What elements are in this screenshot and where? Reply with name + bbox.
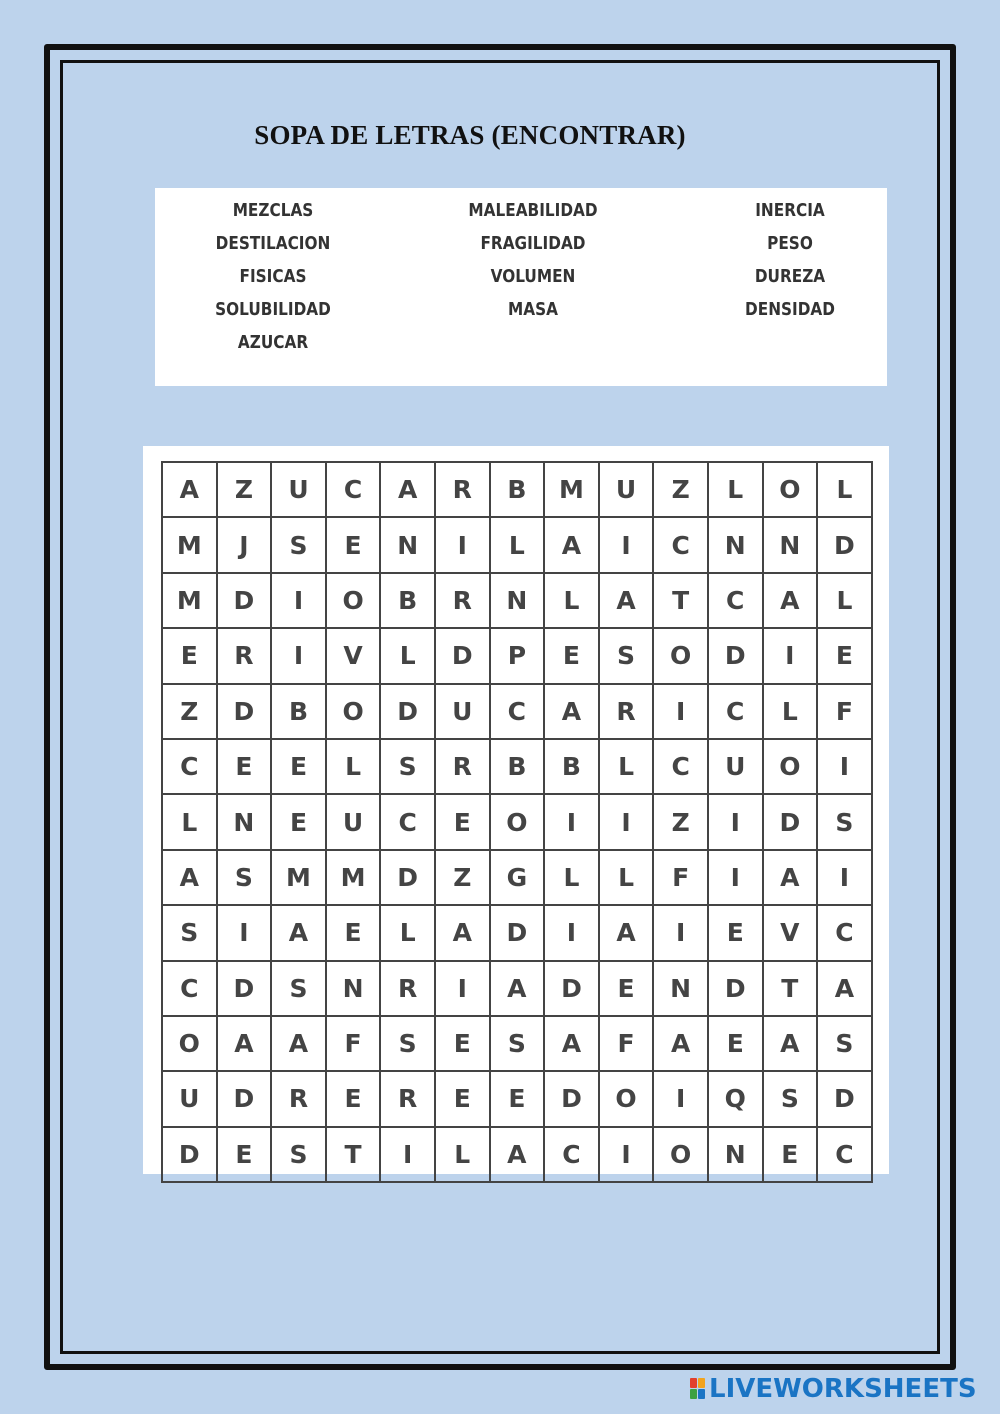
grid-cell[interactable]: Z bbox=[653, 462, 708, 517]
grid-cell[interactable]: O bbox=[763, 739, 818, 794]
grid-row bbox=[162, 684, 872, 739]
grid-cell[interactable]: N bbox=[763, 517, 818, 572]
grid-cell[interactable]: S bbox=[271, 961, 326, 1016]
grid-cell[interactable]: I bbox=[380, 1127, 435, 1182]
grid-cell[interactable]: E bbox=[435, 1016, 490, 1071]
grid-cell[interactable]: A bbox=[544, 684, 599, 739]
word-item: DENSIDAD bbox=[745, 299, 835, 320]
worksheet-title: SOPA DE LETRAS (ENCONTRAR) bbox=[254, 120, 686, 150]
grid-row bbox=[162, 628, 872, 683]
grid-row bbox=[162, 1016, 872, 1071]
grid-cell[interactable]: Z bbox=[217, 462, 272, 517]
grid-cell[interactable]: A bbox=[763, 573, 818, 628]
grid-cell[interactable]: A bbox=[380, 462, 435, 517]
grid-cell[interactable]: F bbox=[817, 684, 872, 739]
grid-cell[interactable]: A bbox=[653, 1016, 708, 1071]
grid-cell[interactable]: I bbox=[435, 517, 490, 572]
grid-cell[interactable]: I bbox=[271, 628, 326, 683]
grid-cell[interactable]: C bbox=[653, 517, 708, 572]
grid-cell[interactable]: A bbox=[490, 1127, 545, 1182]
grid-cell[interactable]: R bbox=[271, 1071, 326, 1126]
grid-cell[interactable]: A bbox=[599, 573, 654, 628]
grid-cell[interactable]: I bbox=[544, 905, 599, 960]
grid-cell[interactable]: N bbox=[490, 573, 545, 628]
grid-cell[interactable]: R bbox=[599, 684, 654, 739]
grid-cell[interactable]: U bbox=[708, 739, 763, 794]
grid-cell[interactable]: D bbox=[490, 905, 545, 960]
grid-cell[interactable]: E bbox=[217, 1127, 272, 1182]
grid-cell[interactable]: D bbox=[380, 684, 435, 739]
grid-cell[interactable]: C bbox=[162, 961, 217, 1016]
grid-cell[interactable]: U bbox=[162, 1071, 217, 1126]
grid-cell[interactable]: I bbox=[271, 573, 326, 628]
grid-cell[interactable]: L bbox=[380, 628, 435, 683]
grid-cell[interactable]: D bbox=[435, 628, 490, 683]
grid-cell[interactable]: O bbox=[326, 573, 381, 628]
grid-cell[interactable]: R bbox=[217, 628, 272, 683]
grid-cell[interactable]: O bbox=[653, 628, 708, 683]
grid-cell[interactable]: Z bbox=[435, 850, 490, 905]
grid-cell[interactable]: L bbox=[544, 850, 599, 905]
grid-cell[interactable]: E bbox=[162, 628, 217, 683]
grid-cell[interactable]: O bbox=[326, 684, 381, 739]
grid-cell[interactable]: C bbox=[380, 794, 435, 849]
grid-cell[interactable]: I bbox=[599, 1127, 654, 1182]
grid-cell[interactable]: S bbox=[817, 1016, 872, 1071]
word-list-column-3 bbox=[705, 200, 875, 332]
grid-cell[interactable]: B bbox=[271, 684, 326, 739]
grid-cell[interactable]: U bbox=[599, 462, 654, 517]
grid-cell[interactable]: E bbox=[708, 1016, 763, 1071]
grid-cell[interactable]: R bbox=[435, 573, 490, 628]
grid-cell[interactable]: G bbox=[490, 850, 545, 905]
grid-cell[interactable]: S bbox=[271, 517, 326, 572]
grid-cell[interactable]: S bbox=[817, 794, 872, 849]
grid-cell[interactable]: N bbox=[326, 961, 381, 1016]
word-item: MALEABILIDAD bbox=[468, 200, 598, 221]
grid-cell[interactable]: D bbox=[544, 961, 599, 1016]
grid-cell[interactable]: C bbox=[817, 905, 872, 960]
grid-cell[interactable]: R bbox=[380, 1071, 435, 1126]
grid-cell[interactable]: A bbox=[162, 462, 217, 517]
grid-cell[interactable]: O bbox=[599, 1071, 654, 1126]
grid-cell[interactable]: D bbox=[217, 961, 272, 1016]
grid-cell[interactable]: B bbox=[490, 462, 545, 517]
grid-cell[interactable]: L bbox=[544, 573, 599, 628]
grid-cell[interactable]: I bbox=[653, 684, 708, 739]
grid-cell[interactable]: B bbox=[380, 573, 435, 628]
grid-cell[interactable]: A bbox=[599, 905, 654, 960]
grid-cell[interactable]: N bbox=[380, 517, 435, 572]
grid-cell[interactable]: E bbox=[763, 1127, 818, 1182]
grid-cell[interactable]: I bbox=[653, 905, 708, 960]
grid-cell[interactable]: E bbox=[708, 905, 763, 960]
grid-cell[interactable]: S bbox=[380, 739, 435, 794]
grid-cell[interactable]: I bbox=[708, 794, 763, 849]
grid-cell[interactable]: D bbox=[708, 961, 763, 1016]
grid-cell[interactable]: Z bbox=[653, 794, 708, 849]
grid-cell[interactable]: D bbox=[217, 573, 272, 628]
grid-cell[interactable]: F bbox=[326, 1016, 381, 1071]
grid-cell[interactable]: D bbox=[217, 684, 272, 739]
grid-cell[interactable]: R bbox=[435, 739, 490, 794]
grid-cell[interactable]: T bbox=[653, 573, 708, 628]
grid-cell[interactable]: D bbox=[217, 1071, 272, 1126]
grid-cell[interactable]: I bbox=[217, 905, 272, 960]
grid-cell[interactable]: E bbox=[490, 1071, 545, 1126]
grid-cell[interactable]: U bbox=[435, 684, 490, 739]
grid-cell[interactable]: D bbox=[544, 1071, 599, 1126]
grid-cell[interactable]: C bbox=[817, 1127, 872, 1182]
grid-cell[interactable]: S bbox=[380, 1016, 435, 1071]
grid-cell[interactable]: C bbox=[490, 684, 545, 739]
grid-cell[interactable]: L bbox=[817, 573, 872, 628]
grid-cell[interactable]: A bbox=[490, 961, 545, 1016]
grid-cell[interactable]: M bbox=[162, 573, 217, 628]
grid-cell[interactable]: O bbox=[162, 1016, 217, 1071]
grid-cell[interactable]: E bbox=[326, 905, 381, 960]
grid-cell[interactable]: A bbox=[763, 850, 818, 905]
grid-cell[interactable]: O bbox=[653, 1127, 708, 1182]
grid-cell[interactable]: L bbox=[435, 1127, 490, 1182]
grid-cell[interactable]: L bbox=[490, 517, 545, 572]
grid-cell[interactable]: V bbox=[763, 905, 818, 960]
word-item: FISICAS bbox=[239, 266, 307, 287]
grid-cell[interactable]: A bbox=[763, 1016, 818, 1071]
grid-cell[interactable]: E bbox=[435, 794, 490, 849]
grid-cell[interactable]: E bbox=[326, 1071, 381, 1126]
grid-cell[interactable]: S bbox=[599, 628, 654, 683]
liveworksheets-logo[interactable] bbox=[690, 1374, 977, 1404]
word-item: FRAGILIDAD bbox=[480, 233, 586, 254]
grid-cell[interactable]: D bbox=[162, 1127, 217, 1182]
grid-cell[interactable]: M bbox=[326, 850, 381, 905]
grid-cell[interactable]: M bbox=[162, 517, 217, 572]
grid-row bbox=[162, 573, 872, 628]
grid-cell[interactable]: I bbox=[435, 961, 490, 1016]
grid-cell[interactable]: C bbox=[653, 739, 708, 794]
grid-cell[interactable]: V bbox=[326, 628, 381, 683]
grid-row bbox=[162, 961, 872, 1016]
grid-row bbox=[162, 794, 872, 849]
grid-cell[interactable]: L bbox=[162, 794, 217, 849]
grid-cell[interactable]: A bbox=[217, 1016, 272, 1071]
grid-cell[interactable]: S bbox=[490, 1016, 545, 1071]
grid-cell[interactable]: A bbox=[817, 961, 872, 1016]
grid-cell[interactable]: E bbox=[217, 739, 272, 794]
grid-cell[interactable]: I bbox=[599, 517, 654, 572]
grid-cell[interactable]: O bbox=[763, 462, 818, 517]
grid-cell[interactable]: I bbox=[817, 739, 872, 794]
grid-row bbox=[162, 517, 872, 572]
grid-cell[interactable]: T bbox=[326, 1127, 381, 1182]
grid-cell[interactable]: F bbox=[653, 850, 708, 905]
grid-cell[interactable]: E bbox=[435, 1071, 490, 1126]
grid-row bbox=[162, 462, 872, 517]
grid-cell[interactable]: A bbox=[271, 905, 326, 960]
grid-cell[interactable]: L bbox=[599, 850, 654, 905]
word-list-column-2 bbox=[448, 200, 618, 332]
grid-cell[interactable]: E bbox=[599, 961, 654, 1016]
grid-cell[interactable]: D bbox=[817, 1071, 872, 1126]
liveworksheets-logo-icon bbox=[690, 1378, 706, 1400]
grid-cell[interactable]: U bbox=[326, 794, 381, 849]
grid-row bbox=[162, 739, 872, 794]
word-item: PESO bbox=[767, 233, 813, 254]
grid-cell[interactable]: F bbox=[599, 1016, 654, 1071]
grid-cell[interactable]: I bbox=[599, 794, 654, 849]
grid-cell[interactable]: N bbox=[708, 517, 763, 572]
grid-cell[interactable]: D bbox=[817, 517, 872, 572]
word-item: DESTILACION bbox=[215, 233, 331, 254]
grid-cell[interactable]: C bbox=[326, 462, 381, 517]
grid-cell[interactable]: A bbox=[435, 905, 490, 960]
grid-cell[interactable]: Z bbox=[162, 684, 217, 739]
grid-cell[interactable]: E bbox=[544, 628, 599, 683]
grid-cell[interactable]: I bbox=[763, 628, 818, 683]
word-item: VOLUMEN bbox=[490, 266, 576, 287]
grid-cell[interactable]: S bbox=[217, 850, 272, 905]
grid-cell[interactable]: A bbox=[271, 1016, 326, 1071]
word-search-panel bbox=[143, 446, 889, 1174]
grid-cell[interactable]: L bbox=[708, 462, 763, 517]
grid-cell[interactable]: I bbox=[708, 850, 763, 905]
grid-cell[interactable]: T bbox=[763, 961, 818, 1016]
grid-cell[interactable]: N bbox=[708, 1127, 763, 1182]
grid-cell[interactable]: U bbox=[271, 462, 326, 517]
word-list-column-1 bbox=[188, 200, 358, 365]
grid-cell[interactable]: R bbox=[380, 961, 435, 1016]
grid-cell[interactable]: I bbox=[653, 1071, 708, 1126]
grid-row bbox=[162, 1071, 872, 1126]
grid-cell[interactable]: L bbox=[326, 739, 381, 794]
grid-cell[interactable]: C bbox=[708, 684, 763, 739]
grid-cell[interactable]: D bbox=[380, 850, 435, 905]
word-item: AZUCAR bbox=[237, 332, 309, 353]
grid-cell[interactable]: N bbox=[653, 961, 708, 1016]
grid-cell[interactable]: L bbox=[763, 684, 818, 739]
grid-cell[interactable]: D bbox=[708, 628, 763, 683]
grid-row bbox=[162, 905, 872, 960]
grid-cell[interactable]: B bbox=[544, 739, 599, 794]
grid-cell[interactable]: I bbox=[544, 794, 599, 849]
grid-cell[interactable]: S bbox=[271, 1127, 326, 1182]
word-item: MASA bbox=[508, 299, 558, 320]
grid-cell[interactable]: C bbox=[544, 1127, 599, 1182]
grid-cell[interactable]: A bbox=[544, 1016, 599, 1071]
grid-cell[interactable]: C bbox=[162, 739, 217, 794]
grid-cell[interactable]: N bbox=[217, 794, 272, 849]
word-item: DUREZA bbox=[754, 266, 826, 287]
word-search-grid bbox=[161, 461, 873, 1183]
grid-cell[interactable]: C bbox=[708, 573, 763, 628]
grid-cell[interactable]: M bbox=[544, 462, 599, 517]
grid-cell[interactable]: A bbox=[544, 517, 599, 572]
grid-cell[interactable]: E bbox=[326, 517, 381, 572]
grid-cell[interactable]: S bbox=[763, 1071, 818, 1126]
grid-cell[interactable]: L bbox=[380, 905, 435, 960]
grid-cell[interactable]: O bbox=[490, 794, 545, 849]
grid-row bbox=[162, 850, 872, 905]
word-item: SOLUBILIDAD bbox=[215, 299, 331, 320]
grid-cell[interactable]: Q bbox=[708, 1071, 763, 1126]
grid-cell[interactable]: A bbox=[162, 850, 217, 905]
grid-cell[interactable]: B bbox=[490, 739, 545, 794]
grid-cell[interactable]: D bbox=[763, 794, 818, 849]
grid-cell[interactable]: E bbox=[271, 794, 326, 849]
grid-cell[interactable]: E bbox=[271, 739, 326, 794]
word-item: MEZCLAS bbox=[232, 200, 314, 221]
brand-name: LIVEWORKSHEETS bbox=[709, 1374, 977, 1404]
grid-row bbox=[162, 1127, 872, 1182]
word-item: INERCIA bbox=[755, 200, 825, 221]
grid-cell[interactable]: P bbox=[490, 628, 545, 683]
grid-cell[interactable]: L bbox=[817, 462, 872, 517]
grid-cell[interactable]: J bbox=[217, 517, 272, 572]
grid-cell[interactable]: L bbox=[599, 739, 654, 794]
grid-cell[interactable]: R bbox=[435, 462, 490, 517]
grid-cell[interactable]: E bbox=[817, 628, 872, 683]
grid-cell[interactable]: I bbox=[817, 850, 872, 905]
word-list-box bbox=[155, 188, 887, 386]
grid-cell[interactable]: M bbox=[271, 850, 326, 905]
grid-cell[interactable]: S bbox=[162, 905, 217, 960]
